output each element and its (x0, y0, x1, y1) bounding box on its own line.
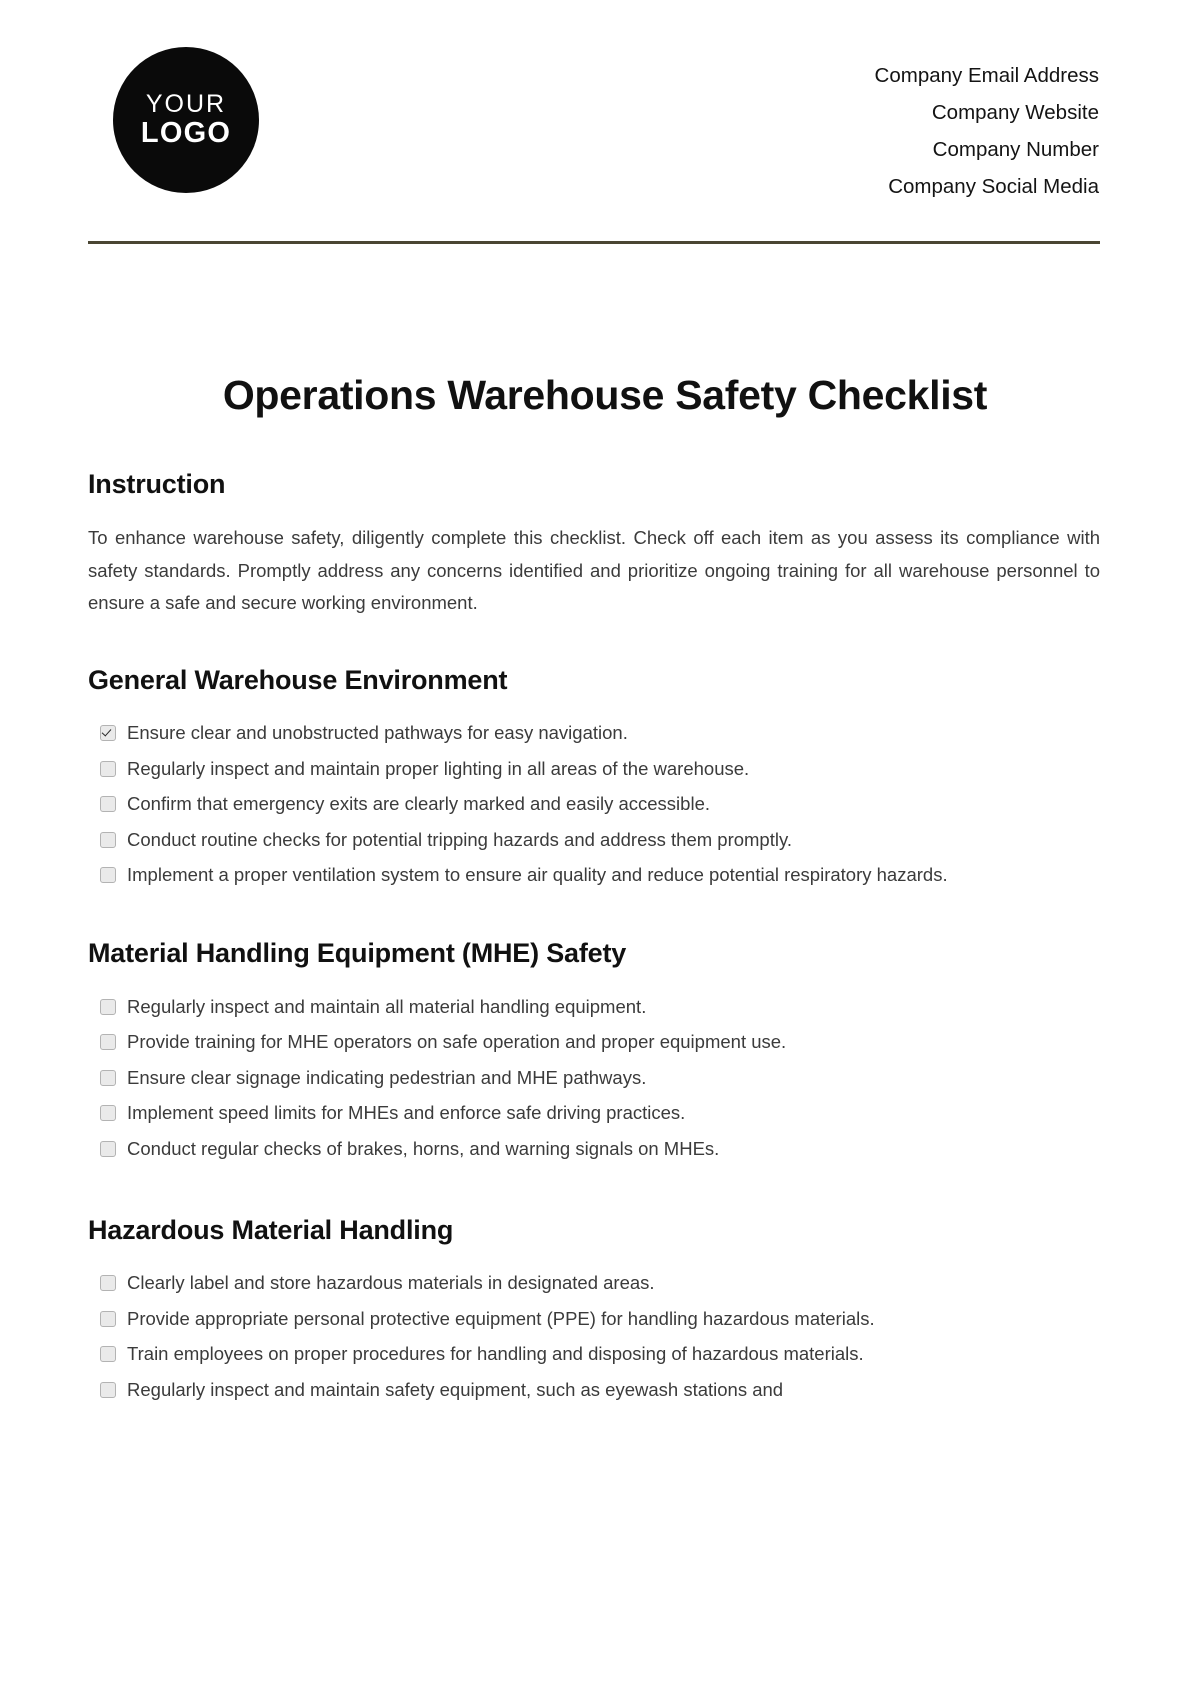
list-item[interactable] (88, 989, 1100, 1025)
list-item[interactable] (88, 1096, 1100, 1132)
checkbox-icon[interactable] (100, 1346, 116, 1362)
contact-website: Company Website (931, 101, 1099, 124)
checkbox-icon[interactable] (100, 1034, 116, 1050)
header-divider (88, 241, 1100, 244)
checklist-item-label: Ensure clear and unobstructed pathways for easy navigation. (127, 722, 628, 743)
document-header (88, 0, 1100, 205)
checkbox-icon[interactable] (100, 1275, 116, 1291)
checklist-item-label: Confirm that emergency exits are clearly marked and easily accessible. (127, 793, 710, 814)
list-item[interactable] (88, 1266, 1100, 1302)
contact-email: Company Email Address (874, 64, 1099, 87)
checkbox-icon[interactable] (100, 1141, 116, 1157)
list-item[interactable] (88, 858, 1100, 894)
checkbox-icon[interactable] (100, 1382, 116, 1398)
checkbox-icon[interactable] (100, 1105, 116, 1121)
list-item[interactable] (88, 1060, 1100, 1096)
list-item[interactable] (88, 1301, 1100, 1337)
section-general-warehouse-environment (88, 665, 1100, 894)
section-heading: Hazardous Material Handling (88, 1214, 454, 1245)
contact-social-media: Company Social Media (888, 175, 1099, 198)
checklist-hazardous-material-handling (88, 1266, 1100, 1408)
checklist-item-label: Clearly label and store hazardous materials in designated areas. (127, 1272, 655, 1293)
logo-line-2: LOGO (140, 116, 232, 149)
checklist-item-label: Provide training for MHE operators on safe operation and proper equipment use. (127, 1031, 787, 1052)
company-logo (113, 47, 259, 193)
page-title: Operations Warehouse Safety Checklist (222, 372, 988, 418)
checklist-item-label: Conduct regular checks of brakes, horns, and warning signals on MHEs. (127, 1137, 720, 1159)
checkbox-icon[interactable] (100, 796, 116, 812)
list-item[interactable] (88, 787, 1100, 823)
checklist-item-label: Provide appropriate personal protective equipment (PPE) for handling hazardous materials. (127, 1307, 875, 1329)
checklist-item-label: Regularly inspect and maintain safety equipment, such as eyewash stations and (127, 1378, 784, 1400)
instruction-heading: Instruction (88, 469, 226, 499)
list-item[interactable] (88, 716, 1100, 752)
list-item[interactable] (88, 1372, 1100, 1408)
checkbox-icon[interactable] (100, 761, 116, 777)
checklist-mhe-safety (88, 989, 1100, 1167)
checklist-general-warehouse-environment (88, 716, 1100, 894)
section-heading: Material Handling Equipment (MHE) Safety (88, 938, 627, 968)
logo-line-1: YOUR (145, 89, 227, 118)
checkbox-icon[interactable] (100, 867, 116, 883)
checklist-item-label: Regularly inspect and maintain proper lighting in all areas of the warehouse. (127, 757, 750, 779)
checklist-item-label: Regularly inspect and maintain all material handling equipment. (127, 995, 647, 1017)
list-item[interactable] (88, 1025, 1100, 1061)
section-mhe-safety (88, 938, 1100, 1167)
checklist-item-label: Conduct routine checks for potential tripping hazards and address them promptly. (127, 828, 792, 850)
instruction-paragraph: To enhance warehouse safety, diligently complete this checklist. Check off each item as you assess its compliance with safety standards. Promptly address any concerns identified and prioritize ongoing training for all warehouse personnel to ensure a safe and secure working environment. (88, 527, 1100, 613)
contact-number: Company Number (932, 138, 1099, 161)
checkbox-icon[interactable] (100, 999, 116, 1015)
list-item[interactable] (88, 751, 1100, 787)
section-heading: General Warehouse Environment (88, 664, 508, 695)
instruction-section (88, 469, 1100, 620)
checkbox-icon[interactable] (100, 1311, 116, 1327)
checklist-item-label: Ensure clear signage indicating pedestrian and MHE pathways. (127, 1066, 647, 1088)
section-hazardous-material-handling (88, 1215, 1100, 1408)
company-contact-block (875, 47, 1100, 205)
checklist-item-label: Train employees on proper procedures for handling and disposing of hazardous materials. (127, 1343, 864, 1364)
list-item[interactable] (88, 1337, 1100, 1373)
list-item[interactable] (88, 822, 1100, 858)
checkbox-icon[interactable] (100, 1070, 116, 1086)
list-item[interactable] (88, 1131, 1100, 1167)
checkbox-icon[interactable] (100, 832, 116, 848)
checklist-item-label: Implement a proper ventilation system to ensure air quality and reduce potential respiratory hazards. (127, 864, 948, 885)
checklist-item-label: Implement speed limits for MHEs and enforce safe driving practices. (127, 1102, 686, 1123)
checkbox-icon[interactable] (100, 725, 116, 741)
